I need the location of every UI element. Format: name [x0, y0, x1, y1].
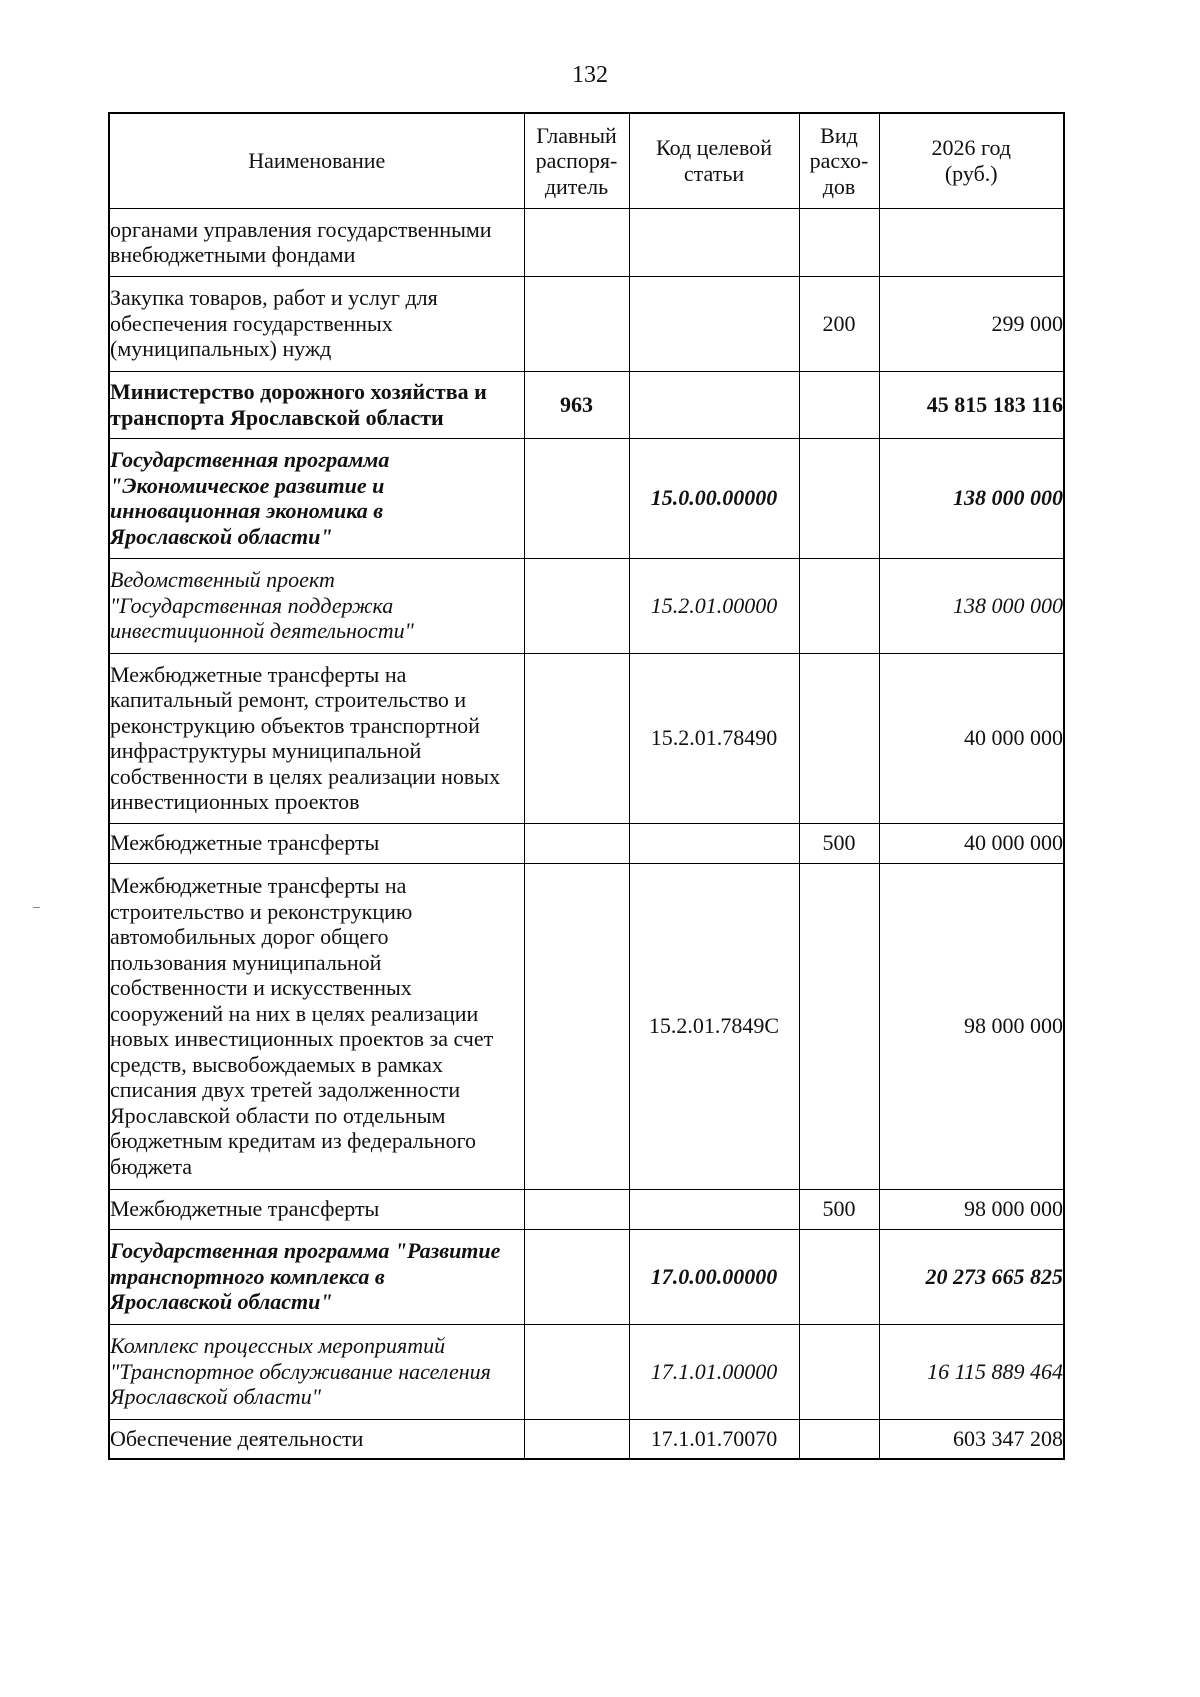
target-code-cell: 15.0.00.00000: [629, 438, 799, 558]
manager-cell: [524, 1229, 629, 1324]
expense-type-cell: [799, 558, 879, 653]
name-cell: органами управления государственными внебюджетными фондами: [109, 208, 524, 276]
table-row: [109, 371, 1064, 438]
target-code-cell: [629, 1189, 799, 1229]
name-cell: Межбюджетные трансферты на капитальный ремонт, строительство и реконструкцию объектов транспортной инфраструктуры муниципальной собственности в целях реализации новых инвестиционных проектов: [109, 653, 524, 823]
name-cell: Министерство дорожного хозяйства и транспорта Ярославской области: [109, 371, 524, 438]
expense-type-cell: [799, 863, 879, 1189]
target-code-cell: [629, 823, 799, 863]
target-code-cell: 17.0.00.00000: [629, 1229, 799, 1324]
amount-cell: 98 000 000: [879, 863, 1064, 1189]
expense-type-cell: [799, 438, 879, 558]
manager-cell: 963: [524, 371, 629, 438]
amount-cell: [879, 208, 1064, 276]
manager-cell: [524, 823, 629, 863]
header-manager: Главный распоря- дитель: [524, 113, 629, 208]
target-code-cell: 17.1.01.00000: [629, 1324, 799, 1419]
expense-type-cell: [799, 1324, 879, 1419]
target-code-cell: [629, 208, 799, 276]
amount-cell: 45 815 183 116: [879, 371, 1064, 438]
manager-cell: [524, 558, 629, 653]
header-expense-type: Вид расхо- дов: [799, 113, 879, 208]
amount-cell: 20 273 665 825: [879, 1229, 1064, 1324]
expense-type-cell: [799, 1229, 879, 1324]
amount-cell: 603 347 208: [879, 1419, 1064, 1459]
table-header: [109, 113, 1064, 208]
manager-cell: [524, 438, 629, 558]
name-cell: Межбюджетные трансферты на строительство и реконструкцию автомобильных дорог общего пользования муниципальной собственности и искусственных сооружений на них в целях реализации новых инвестиционных проектов за счет средств, высвобождаемых в рамках списания двух третей задолженности Ярославской области по отдельным бюджетным кредитам из федерального бюджета: [109, 863, 524, 1189]
manager-cell: [524, 1189, 629, 1229]
amount-cell: 40 000 000: [879, 823, 1064, 863]
amount-cell: 299 000: [879, 276, 1064, 371]
expense-type-cell: [799, 1419, 879, 1459]
expense-type-cell: 200: [799, 276, 879, 371]
manager-cell: [524, 208, 629, 276]
target-code-cell: 15.2.01.78490: [629, 653, 799, 823]
target-code-cell: [629, 371, 799, 438]
scan-artifact-mark: [33, 907, 40, 908]
name-cell: Государственная программа "Развитие транспортного комплекса в Ярославской области": [109, 1229, 524, 1324]
table-row: [109, 863, 1064, 1189]
expense-type-cell: [799, 208, 879, 276]
amount-cell: 98 000 000: [879, 1189, 1064, 1229]
table-row: [109, 438, 1064, 558]
expense-type-cell: [799, 371, 879, 438]
manager-cell: [524, 653, 629, 823]
table-row: [109, 1229, 1064, 1324]
name-cell: Межбюджетные трансферты: [109, 823, 524, 863]
page-number: 132: [572, 62, 608, 88]
amount-cell: 138 000 000: [879, 438, 1064, 558]
name-cell: Закупка товаров, работ и услуг для обеспечения государственных (муниципальных) нужд: [109, 276, 524, 371]
expense-type-cell: 500: [799, 1189, 879, 1229]
table-row: [109, 823, 1064, 863]
amount-cell: 40 000 000: [879, 653, 1064, 823]
header-row: [109, 113, 1064, 208]
amount-cell: 16 115 889 464: [879, 1324, 1064, 1419]
expense-type-cell: 500: [799, 823, 879, 863]
header-name: Наименование: [109, 113, 524, 208]
name-cell: Обеспечение деятельности: [109, 1419, 524, 1459]
table-row: [109, 208, 1064, 276]
table-body: [109, 208, 1064, 1459]
target-code-cell: 15.2.01.00000: [629, 558, 799, 653]
table-row: [109, 1189, 1064, 1229]
amount-cell: 138 000 000: [879, 558, 1064, 653]
table-row: [109, 558, 1064, 653]
table-row: [109, 653, 1064, 823]
manager-cell: [524, 276, 629, 371]
name-cell: Ведомственный проект "Государственная поддержка инвестиционной деятельности": [109, 558, 524, 653]
header-amount-2026: 2026 год (руб.): [879, 113, 1064, 208]
name-cell: Комплекс процессных мероприятий "Транспортное обслуживание населения Ярославской области": [109, 1324, 524, 1419]
name-cell: Межбюджетные трансферты: [109, 1189, 524, 1229]
expense-type-cell: [799, 653, 879, 823]
table-row: [109, 1419, 1064, 1459]
manager-cell: [524, 1324, 629, 1419]
header-target-code: Код целевой статьи: [629, 113, 799, 208]
table-row: [109, 1324, 1064, 1419]
budget-expenditure-table: [108, 112, 1065, 1460]
target-code-cell: 17.1.01.70070: [629, 1419, 799, 1459]
target-code-cell: [629, 276, 799, 371]
manager-cell: [524, 1419, 629, 1459]
name-cell: Государственная программа "Экономическое развитие и инновационная экономика в Ярославской области": [109, 438, 524, 558]
manager-cell: [524, 863, 629, 1189]
target-code-cell: 15.2.01.7849С: [629, 863, 799, 1189]
table-row: [109, 276, 1064, 371]
